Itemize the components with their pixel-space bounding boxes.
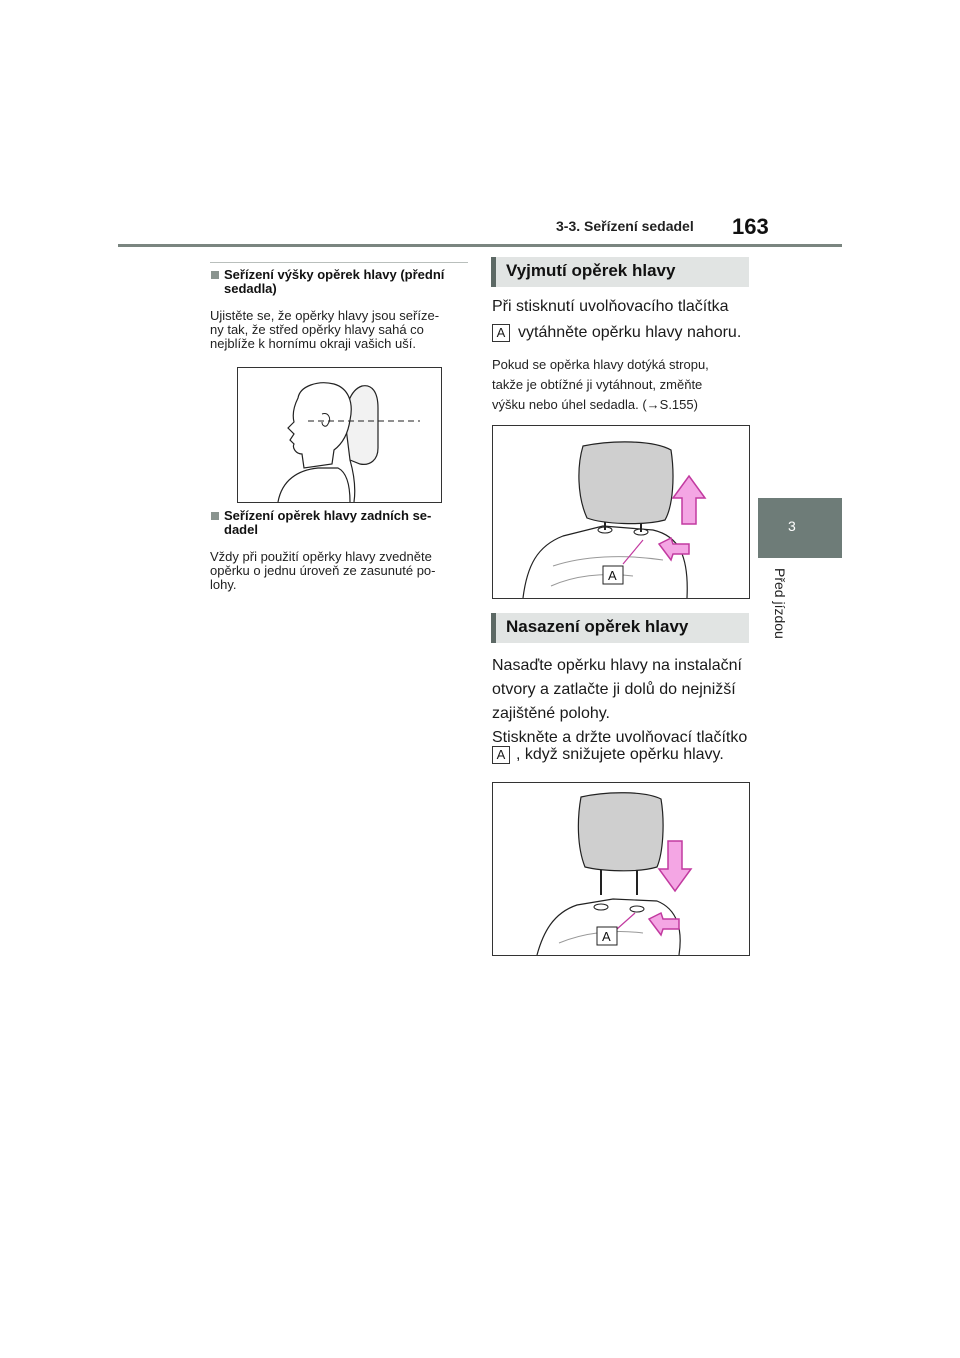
chapter-tab[interactable] [758,498,842,558]
heading-installing-headrests: Nasazení opěrek hlavy [491,613,749,643]
figure-head-position [237,367,442,503]
head-position-illustration [238,368,441,502]
instruction-line: vytáhněte opěrku hlavy nahoru. [518,324,742,341]
instruction-line: , když snižujete opěrku hlavy. [516,746,724,763]
label-a-box: A [492,324,510,342]
note-ceiling: Pokud se opěrka hlavy dotýká stropu, takže je obtížné ji vytáhnout, změňte výšku nebo úhel sedadla. (→S.155) [492,357,709,412]
figure-label-a: A [602,929,611,944]
instruction-line: Při stisknutí uvolňovacího tlačítka [492,298,729,315]
heading-removing-headrests: Vyjmutí opěrek hlavy [491,257,749,287]
paragraph-front-headrest: Ujistěte se, že opěrky hlavy jsou seříze- ny tak, že střed opěrky hlavy sahá co nejblíže k hornímu okraji vašich uší. [210,308,440,351]
bullet-square-icon [211,271,219,279]
installation-paragraph: Nasaďte opěrku hlavy na instalační otvory a zatlačte ji dolů do nejnižší zajištěné polohy. Stiskněte a držte uvolňovací tlačítko [492,657,748,746]
subheading-rear-headrest: Seřízení opěrek hlavy zadních se- dadel [224,508,432,537]
chapter-label: Před jízdou [772,568,788,639]
header-rule [118,244,842,247]
figure-label-a: A [608,568,617,583]
chapter-number: 3 [788,518,796,534]
figure-installing-headrest [492,782,750,956]
column-rule [210,262,468,263]
page-number: 163 [732,214,769,239]
figure-removing-headrest [492,425,750,599]
bullet-square-icon [211,512,219,520]
headrest-install-illustration [493,783,749,955]
label-a-box: A [492,746,510,764]
section-title: 3-3. Seřízení sedadel [556,218,694,234]
paragraph-rear-headrest: Vždy při použití opěrky hlavy zvedněte opěrku o jednu úroveň ze zasunuté po- lohy. [210,549,436,592]
subheading-front-headrest: Seřízení výšky opěrek hlavy (přední sedadla) [224,267,445,296]
headrest-removal-illustration [493,426,749,598]
